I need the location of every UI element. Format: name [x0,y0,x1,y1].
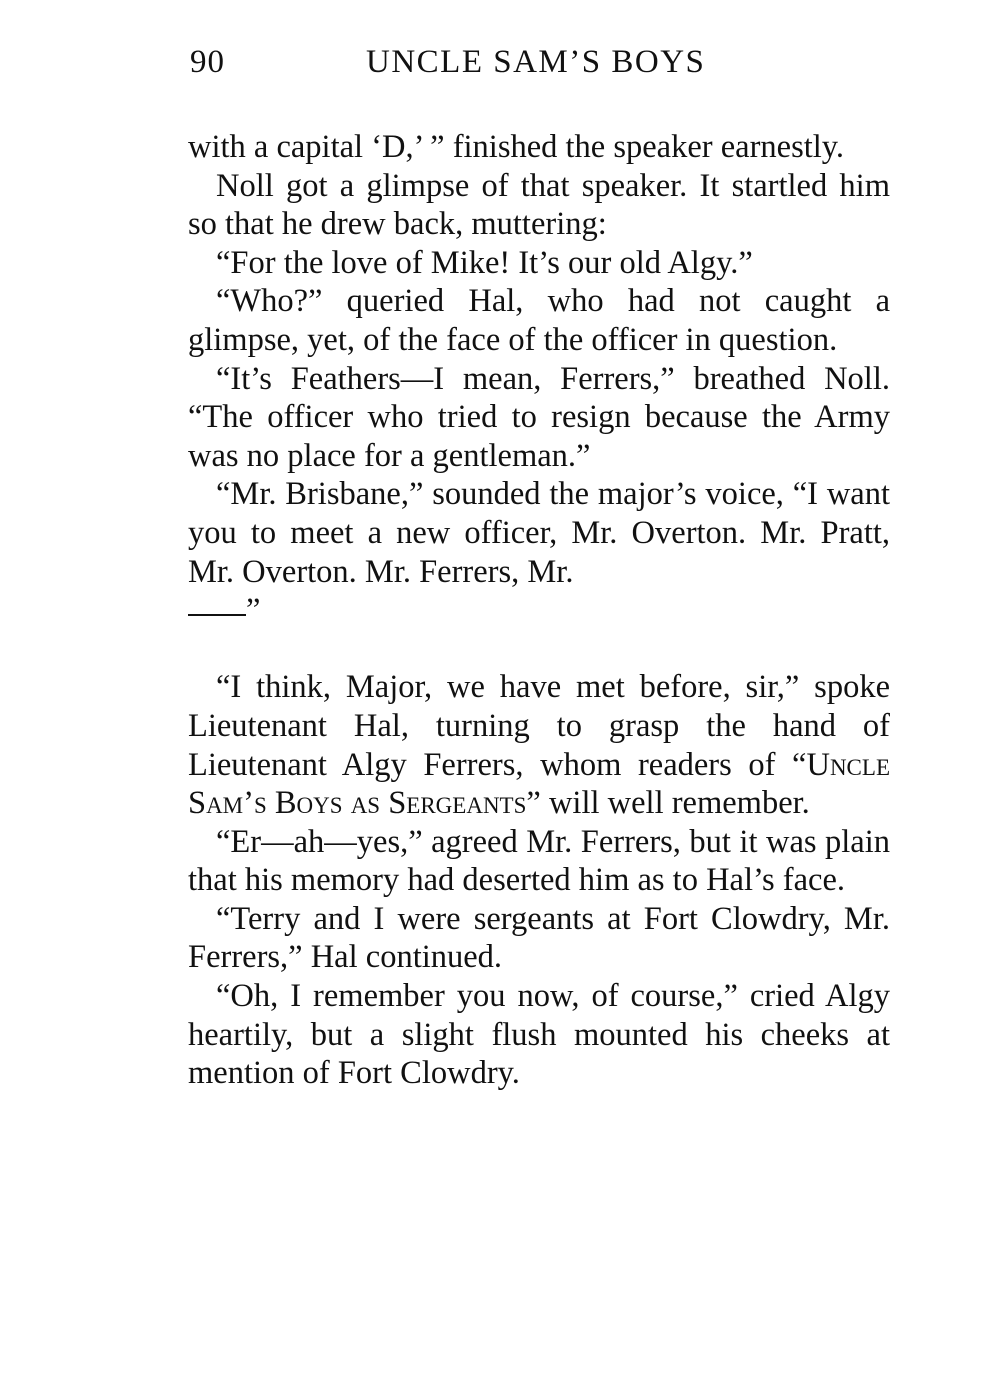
paragraph-text: “I think, Major, we have met before, sir,” spoke Lieutenant Hal, turning to grasp the hand of Lieutenant Algy Ferrers, whom readers of “ [188,669,890,783]
page-header [190,44,890,88]
book-title: Uncle Sam’s Boys as Sergeants [188,746,890,822]
paragraph-text: ” will well remember. [526,785,810,822]
running-title: UNCLE SAM’S BOYS [366,44,706,80]
paragraph-continuation [188,591,890,630]
paragraph [188,668,890,822]
paragraph: “Who?” queried Hal, who had not caught a glimpse, yet, of the face of the officer in question. [188,283,890,358]
paragraph: “Er—ah—yes,” agreed Mr. Ferrers, but it was plain that his memory had deserted him as to Hal’s face. [188,823,890,899]
paragraph: “For the love of Mike! It’s our old Algy.” [216,244,753,281]
paragraph: Noll got a glimpse of that speaker. It startled him so that he drew back, muttering: [188,167,890,243]
paragraph: “Terry and I were sergeants at Fort Clowdry, Mr. Ferrers,” Hal continued. [188,900,890,976]
paragraph: with a capital ‘D,’ ” finished the speaker earnestly. [188,129,845,165]
paragraph: “It’s Feathers—I mean, Ferrers,” breathed Noll. “The officer who tried to resign because the Army was no place for a gentleman.” [188,360,890,474]
omitted-name-dash [188,614,246,616]
paragraph: “Oh, I remember you now, of course,” cried Algy heartily, but a slight flush mounted his cheeks at mention of Fort Clowdry. [188,978,890,1092]
paragraph: “Mr. Brisbane,” sounded the major’s voice, “I want you to meet a new officer, Mr. Overton. Mr. Pratt, Mr. Overton. Mr. Ferrers, Mr. [188,476,890,590]
page-number: 90 [190,44,225,80]
body-text [188,128,890,1093]
closing-quote: ” [246,592,261,629]
